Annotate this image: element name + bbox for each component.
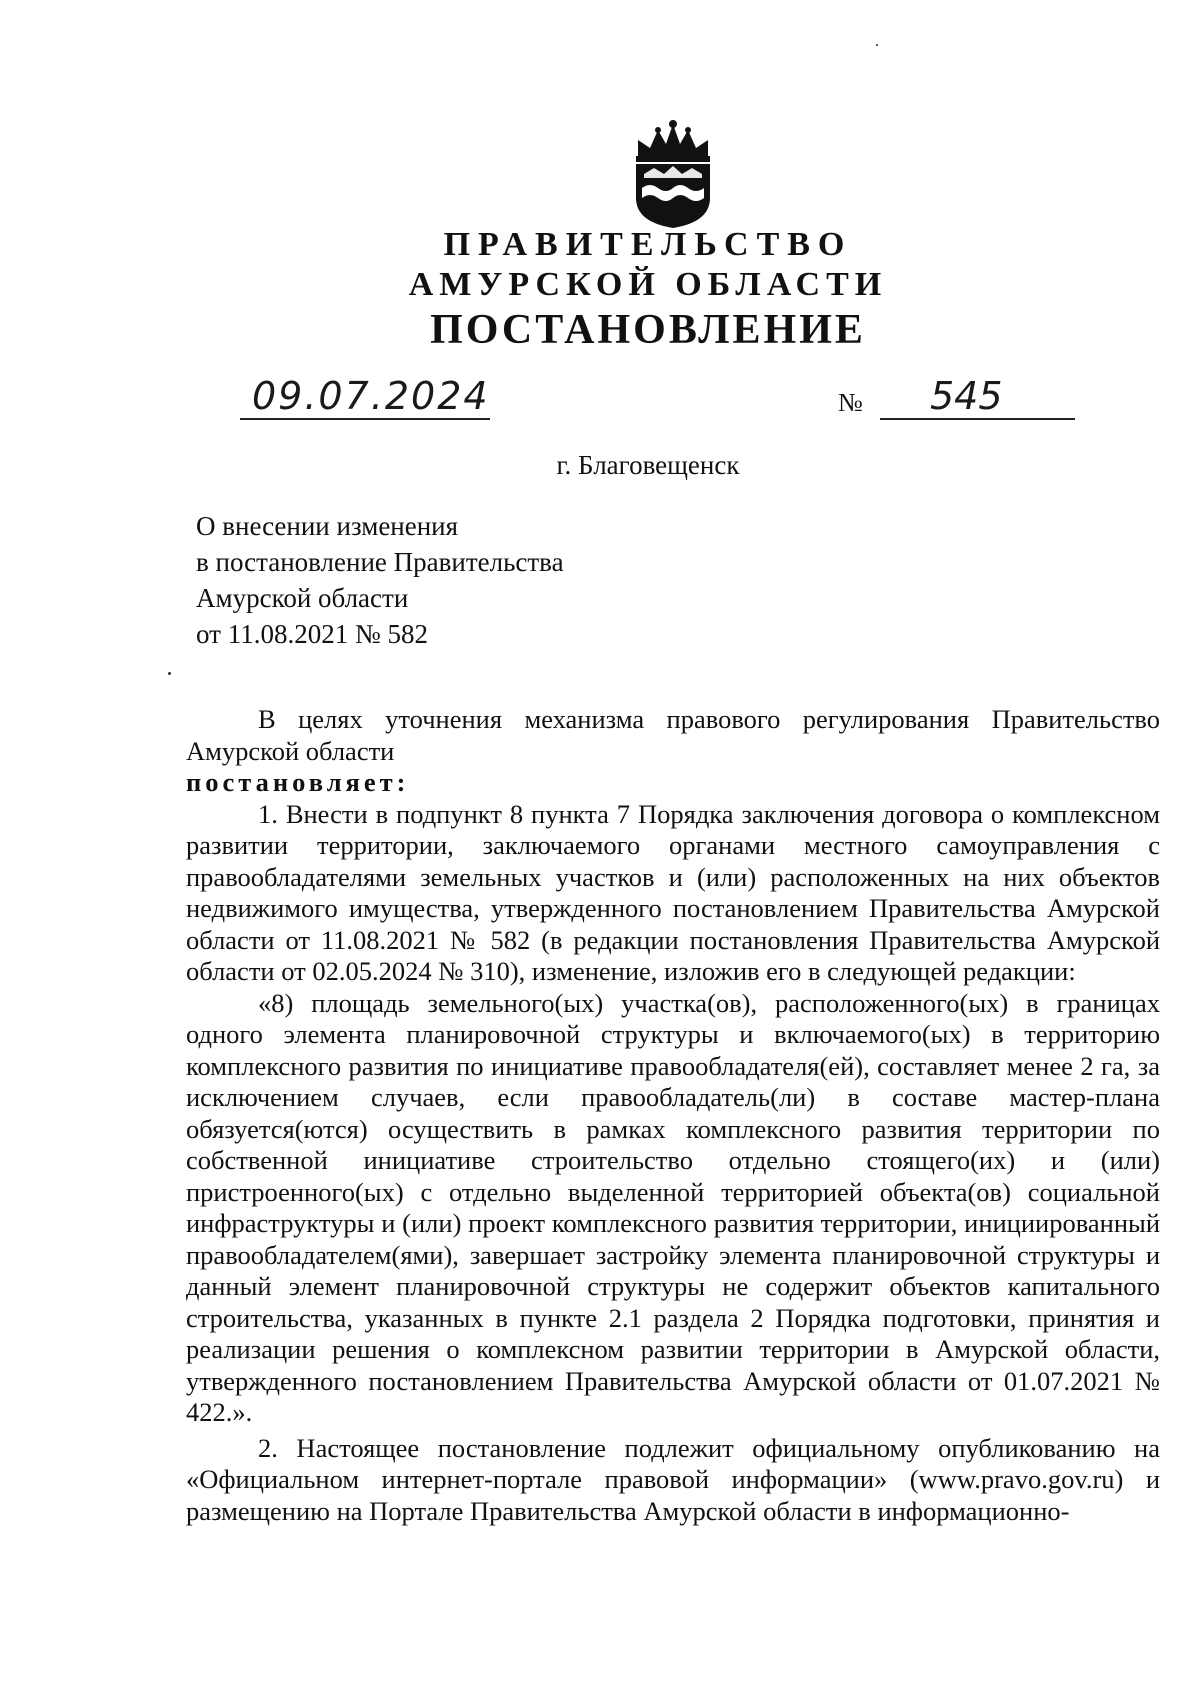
item-1-paragraph: 1. Внести в подпункт 8 пункта 7 Порядка заключения договора о комплексном развитии территории, заключаемого органами местного самоуправления с правообладателями земельных участков и (или) расположенных на них объектов недвижимого имущества, утвержденного постановлением Правительства Амурской области от 11.08.2021 № 582 (в редакции постановления Правительства Амурской области от 02.05.2024 № 310), изменение, изложив его в следующей редакции:: [186, 798, 1160, 986]
government-title: ПРАВИТЕЛЬСТВО: [443, 226, 853, 263]
handwritten-date: 09.07.2024: [252, 374, 490, 418]
date-underline: [240, 418, 490, 420]
handwritten-number: 545: [930, 374, 1003, 418]
preamble-paragraph: В целях уточнения механизма правового регулирования Правительство Амурской области: [186, 704, 1160, 766]
amendment-quote-paragraph: «8) площадь земельного(ых) участка(ов), расположенного(ых) в границах одного элемента планировочной структуры и включаемого(ых) в территорию комплексного развития по инициативе правообладателя(ей), составляет менее 2 га, за исключением случаев, если правообладатель(ли) в составе мастер-плана обязуется(ются) осуществить в рамках комплексного развития территории по собственной инициативе строительство отдельно стоящего(их) и (или) пристроенного(ых) с отдельно выделенной территорией объекта(ов) социальной инфраструктуры и (или) проект комплексного развития территории, инициированный правообладателем(ями), завершает застройку элемента планировочной структуры и данный элемент планировочной структуры не содержит объектов капитального строительства, указанных в пункте 2.1 раздела 2 Порядка подготовки, принятия и реализации решения о комплексном развитии территории в Амурской области, утвержденного постановлением Правительства Амурской области от 01.07.2021 № 422.».: [186, 987, 1160, 1427]
amur-region-coat-of-arms-icon: [620, 118, 726, 230]
number-label: №: [838, 388, 863, 417]
number-underline: [880, 418, 1075, 420]
subject-line: О внесении изменения: [196, 511, 459, 541]
document-subject: [196, 508, 564, 652]
subject-line: от 11.08.2021 № 582: [196, 619, 428, 649]
item-2-paragraph: 2. Настоящее постановление подлежит официальному опубликованию на «Официальном интернет-портале правовой информации» (www.pravo.gov.ru) и размещению на Портале Правительства Амурской области в информационно-: [186, 1432, 1160, 1526]
region-title: АМУРСКОЙ ОБЛАСТИ: [408, 266, 888, 303]
resolves-keyword: постановляет:: [186, 767, 410, 797]
document-body: [186, 704, 1160, 1527]
subject-line: Амурской области: [196, 583, 409, 613]
scan-speck: [876, 44, 878, 46]
scan-speck: [168, 672, 171, 675]
document-type-title: ПОСТАНОВЛЕНИЕ: [430, 307, 866, 353]
subject-line: в постановление Правительства: [196, 547, 564, 577]
city-name: г. Благовещенск: [556, 450, 740, 480]
